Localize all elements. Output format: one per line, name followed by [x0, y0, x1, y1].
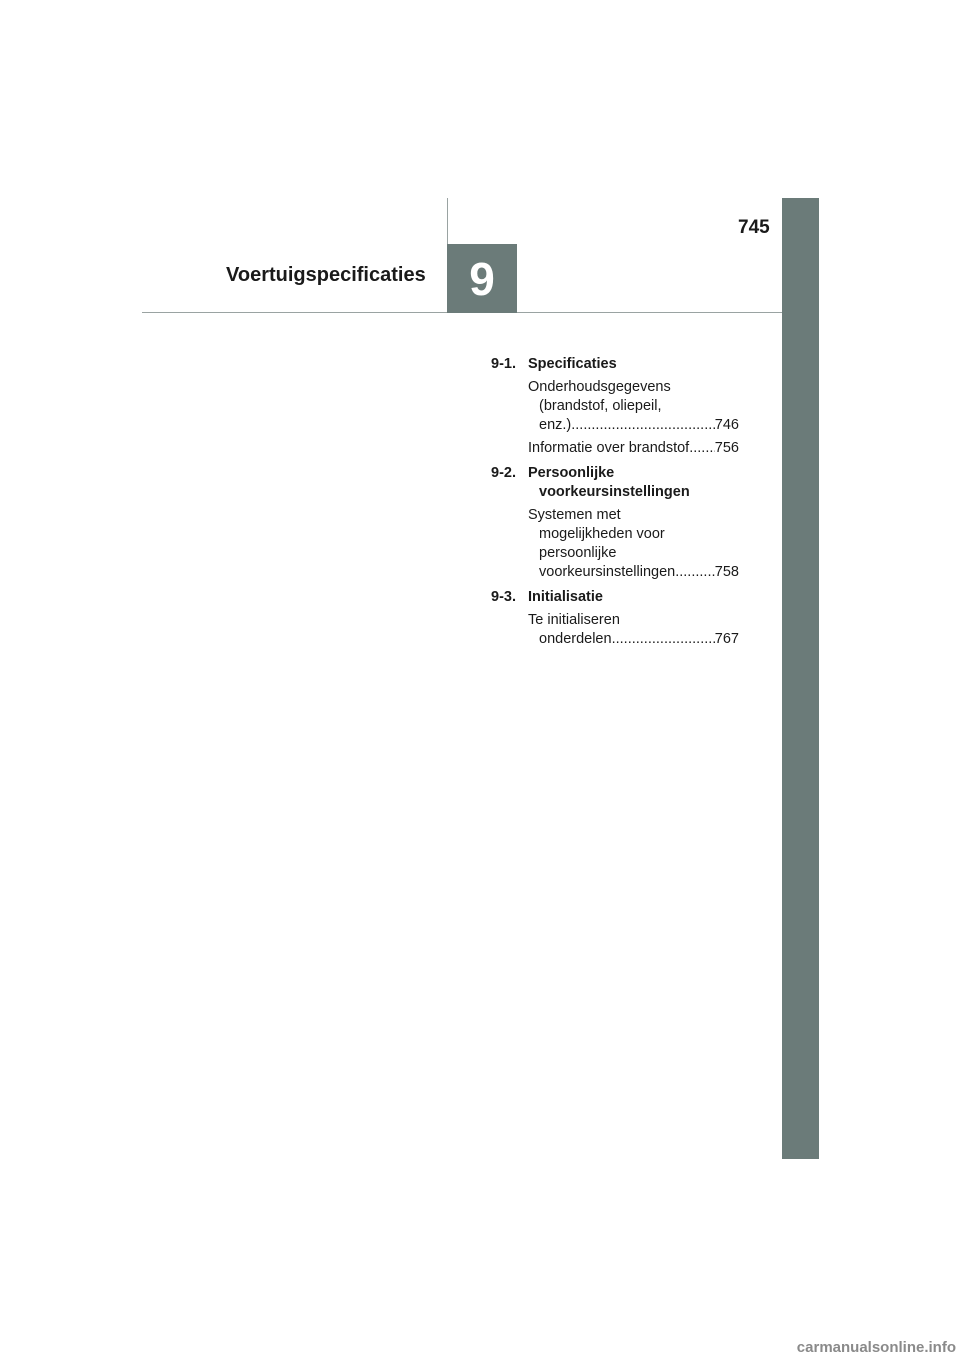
- entry-text-line: Te initialiseren: [528, 612, 620, 628]
- section-heading: [491, 464, 739, 502]
- chapter-number-box: 9: [447, 244, 517, 313]
- entry-text-line: mogelijkheden voor: [539, 526, 665, 542]
- entry-text-line: persoonlijke: [539, 545, 617, 561]
- entry-text-line: Systemen met: [528, 507, 621, 523]
- entry-page-number: 756: [714, 440, 739, 456]
- toc-entry-initialiseren[interactable]: [528, 611, 739, 649]
- toc-entry-systemen[interactable]: [528, 506, 739, 582]
- entry-text-line: (brandstof, oliepeil,: [539, 398, 662, 414]
- entry-page-number: 758: [714, 564, 739, 580]
- leader-dots: [571, 416, 715, 435]
- page-number: 745: [738, 217, 770, 238]
- toc-section-9-1: [491, 355, 739, 458]
- section-heading: [491, 355, 739, 374]
- toc-entry-onderhoudsgegevens[interactable]: [528, 378, 739, 435]
- leader-dots: [689, 439, 715, 458]
- section-number: 9-3.: [491, 589, 516, 605]
- chapter-side-tab: [782, 198, 819, 1159]
- entry-text-line: onderdelen: [539, 631, 612, 647]
- section-title-line: voorkeursinstellingen: [539, 484, 690, 500]
- section-title[interactable]: Specificaties: [528, 356, 617, 372]
- watermark: carmanualsonline.info: [796, 1339, 956, 1356]
- entry-text-line: voorkeursinstellingen: [539, 564, 676, 580]
- section-title-line: Persoonlijke: [528, 465, 615, 481]
- section-number: 9-1.: [491, 356, 516, 372]
- entry-text-line: Onderhoudsgegevens: [528, 379, 671, 395]
- section-title[interactable]: [528, 464, 739, 502]
- leader-dots: [612, 630, 715, 649]
- entry-text-line: Informatie over brandstof: [528, 440, 690, 456]
- entry-text-line: enz.): [539, 417, 572, 433]
- section-number: 9-2.: [491, 465, 516, 481]
- table-of-contents: [491, 355, 739, 655]
- leader-dots: [675, 563, 715, 582]
- section-heading: [491, 588, 739, 607]
- section-title[interactable]: Initialisatie: [528, 589, 603, 605]
- toc-entry-informatie-brandstof[interactable]: [528, 439, 739, 458]
- toc-section-9-2: [491, 464, 739, 582]
- toc-section-9-3: [491, 588, 739, 649]
- entry-page-number: 746: [714, 417, 739, 433]
- entry-page-number: 767: [714, 631, 739, 647]
- header-vertical-rule: [447, 198, 448, 244]
- chapter-title: Voertuigspecificaties: [226, 264, 426, 286]
